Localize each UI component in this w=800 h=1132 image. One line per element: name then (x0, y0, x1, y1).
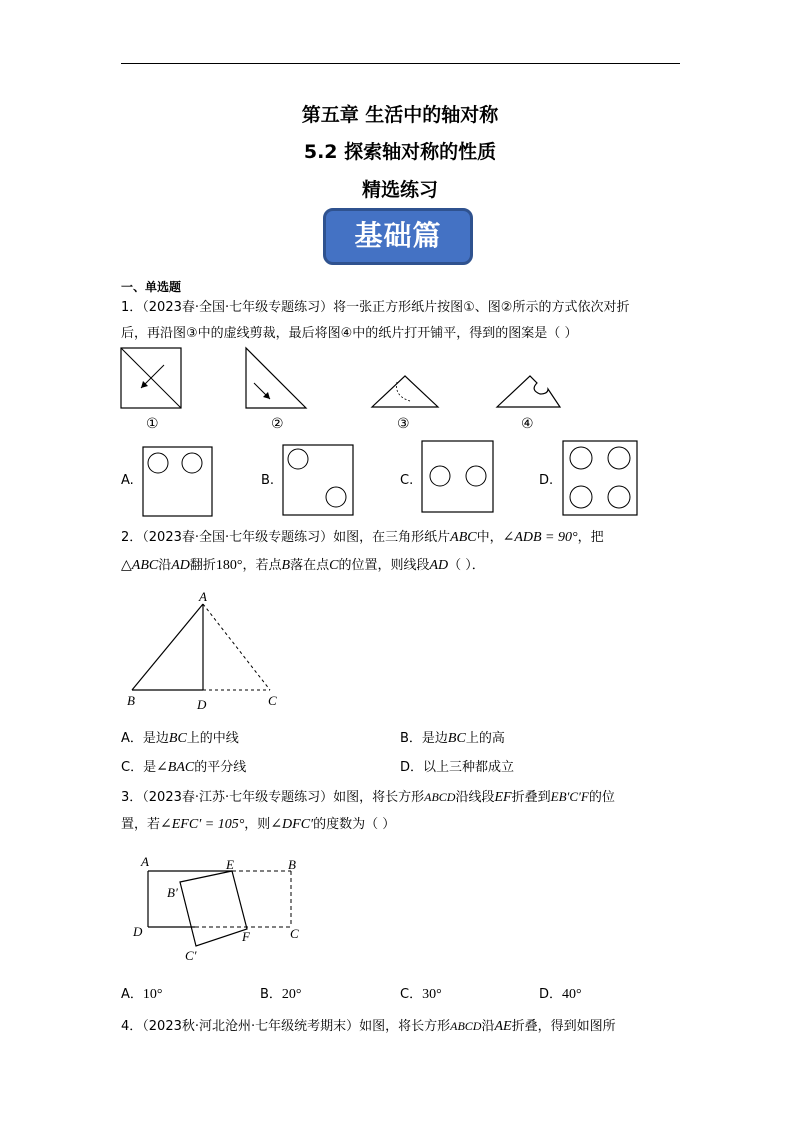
q2-option-text: 上的中线 (186, 731, 239, 746)
point-f-label: F (242, 929, 250, 944)
q2-text: ，若点 (242, 558, 282, 573)
q2-number: 2． (121, 530, 143, 545)
q2-option-d: D．以上三种都成立 (400, 760, 515, 775)
point-b-prime-label: B′ (167, 885, 178, 900)
q2-option-text: C．是 (121, 760, 157, 775)
q2-text: 翻折 (189, 558, 216, 573)
q3-option-d (539, 986, 582, 1004)
q1-line1: （2023春·全国·七年级专题练习）将一张正方形纸片按图①、图②所示的方式依次对折 (142, 300, 630, 315)
point-a-label: A (199, 589, 207, 604)
q3-math: EF (494, 790, 512, 805)
q1-option-c-label: C. (400, 473, 414, 488)
q2-math: 180° (215, 558, 243, 573)
q4-text: 折叠，得到如图所 (511, 1019, 616, 1034)
q2-option-text: A．是边 (121, 731, 169, 746)
point-c-label: C (290, 926, 299, 941)
q3-number: 3． (121, 790, 143, 805)
q4-math: AE (494, 1019, 512, 1034)
q2-math: B (281, 558, 291, 573)
q3-option-label: D． (539, 987, 563, 1002)
q2-math: AD (429, 558, 449, 573)
q3-text: 的度数为（ ） (313, 817, 396, 832)
q3-option-a (121, 986, 163, 1004)
point-b-label: B (288, 857, 296, 872)
fig-label-3: ③ (397, 416, 410, 432)
q1-option-a-label: A. (121, 473, 134, 488)
q3-option-value: 30° (422, 987, 442, 1002)
fig-label-2: ② (271, 416, 284, 432)
q2-text: ，把 (577, 530, 604, 545)
q2-text: 落在点 (290, 558, 330, 573)
point-c-prime-label: C′ (185, 948, 197, 963)
q3-text: 置，若 (121, 817, 161, 832)
q3-option-value: 10° (142, 987, 163, 1002)
q3-option-value: 40° (562, 987, 582, 1002)
q3-text: 沿线段 (455, 790, 495, 805)
point-c-label: C (268, 693, 277, 708)
level-badge: 基础篇 (323, 208, 473, 265)
q1-number: 1． (121, 300, 143, 315)
fig-label-4: ④ (521, 416, 534, 432)
q4-number: 4． (121, 1019, 143, 1034)
q2-option-math: BC (168, 731, 187, 746)
point-d-label: D (197, 697, 207, 712)
q3-option-b (260, 986, 302, 1004)
q2-math: △ABC (121, 558, 159, 573)
q2-math: ABC (450, 530, 477, 545)
q3-option-label: C． (400, 987, 423, 1002)
q4-text: （2023秋·河北沧州·七年级统考期末）如图，将长方形 (142, 1019, 451, 1034)
point-b-label: B (127, 693, 135, 708)
q2-math: AD (171, 558, 190, 573)
q3-math: ∠EFC′ = 105° (160, 817, 245, 832)
q2-math: C (329, 558, 339, 573)
q1-line2: 后，再沿图③中的虚线剪裁，最后将图④中的纸片打开铺平，得到的图案是（ ） (121, 326, 578, 341)
q3-option-label: A． (121, 987, 143, 1002)
q2-text: （2023春·全国·七年级专题练习）如图，在三角形纸片 (142, 530, 451, 545)
point-a-label: A (141, 854, 149, 869)
q3-option-c (400, 986, 442, 1004)
section-heading: 一、单选题 (121, 280, 182, 294)
q2-math: ∠ADB = 90° (502, 530, 578, 545)
q2-option-math: ∠BAC (156, 760, 195, 775)
q2-text: 沿 (158, 558, 172, 573)
section-title: 5.2 探索轴对称的性质 (303, 141, 497, 163)
q2-option-text: 上的高 (465, 731, 505, 746)
q4-text: 沿 (481, 1019, 495, 1034)
q3-math: ABCD (424, 790, 456, 804)
q3-option-value: 20° (281, 987, 302, 1002)
q2-text: （ ）． (448, 558, 485, 573)
q2-option-text: B．是边 (400, 731, 448, 746)
chapter-title: 第五章 生活中的轴对称 (301, 104, 499, 126)
q3-text: ，则 (244, 817, 271, 832)
q3-option-label: B． (260, 987, 282, 1002)
q2-text: 中， (476, 530, 503, 545)
q4-math: ABCD (450, 1019, 482, 1033)
q3-math: ∠DFC′ (270, 817, 314, 832)
q2-text: 的位置，则线段 (338, 558, 430, 573)
q3-text: （2023春·江苏·七年级专题练习）如图，将长方形 (142, 790, 425, 805)
q3-text: 折叠到 (511, 790, 551, 805)
folded-quad (180, 871, 247, 946)
q3-text: 的位 (588, 790, 615, 805)
q3-math: EB′C′F (550, 789, 589, 804)
point-e-label: E (226, 857, 234, 872)
fig-label-1: ① (146, 416, 159, 432)
q2-option-text: 的平分线 (194, 760, 247, 775)
q1-option-d-label: D. (539, 473, 554, 488)
point-d-label: D (133, 924, 143, 939)
q1-option-b-label: B. (261, 473, 275, 488)
q2-option-math: BC (447, 731, 466, 746)
subtitle: 精选练习 (361, 179, 438, 201)
